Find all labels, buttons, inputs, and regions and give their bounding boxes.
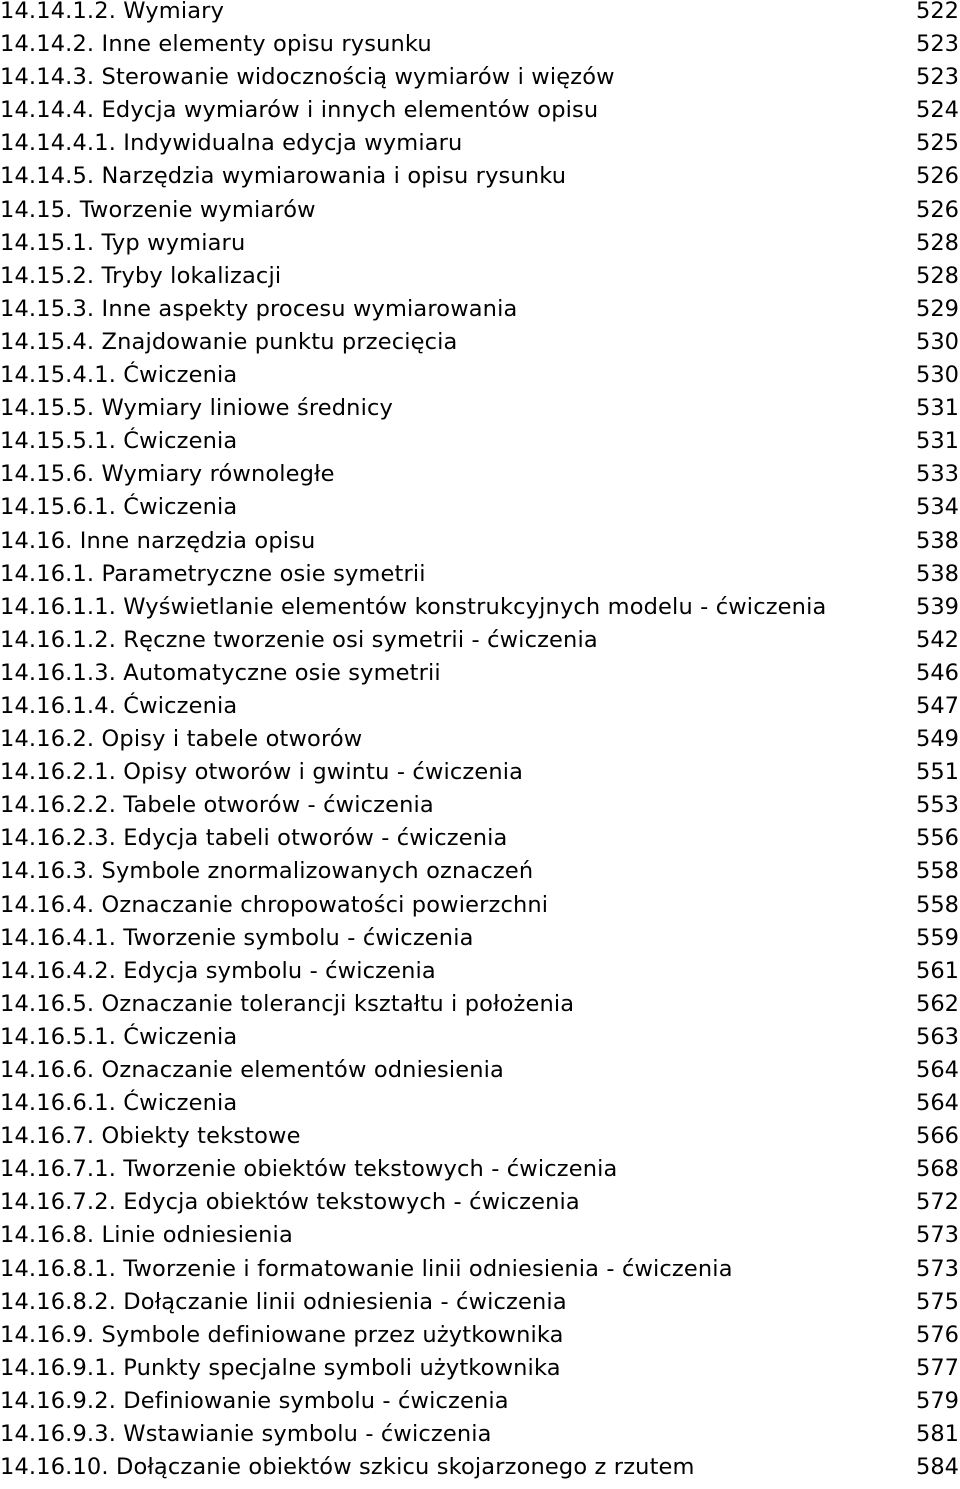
toc-entry-page-number: 534 (916, 494, 959, 521)
toc-entry-page-number: 579 (916, 1387, 959, 1414)
toc-entry (0, 66, 960, 99)
toc-entry (0, 924, 960, 960)
toc-entry-page-number: 531 (916, 428, 959, 455)
toc-entry (0, 1158, 960, 1191)
toc-entry (0, 1387, 960, 1423)
toc-entry (0, 527, 960, 563)
toc-entry (0, 33, 960, 66)
toc-entry-title: 14.15.4. Znajdowanie punktu przecięcia (0, 328, 458, 355)
toc-entry-title: 14.16.1.2. Ręczne tworzenie osi symetrii - ćwiczenia (0, 626, 598, 653)
toc-entry (0, 860, 960, 893)
toc-entry-title: 14.14.5. Narzędzia wymiarowania i opisu rysunku (0, 163, 567, 190)
toc-entry-title: 14.16.1. Parametryczne osie symetrii (0, 560, 426, 587)
toc-entry-page-number: 562 (916, 990, 959, 1017)
toc-entry-title: 14.16.8.1. Tworzenie i formatowanie linii odniesienia - ćwiczenia (0, 1255, 733, 1282)
toc-entry (0, 761, 960, 794)
toc-entry-title: 14.16.6.1. Ćwiczenia (0, 1090, 238, 1117)
toc-entry (0, 1023, 960, 1059)
toc-entry (0, 891, 960, 927)
toc-entry (0, 262, 960, 298)
toc-entry-title: 14.16. Inne narzędzia opisu (0, 527, 316, 554)
toc-entry-title: 14.16.9.1. Punkty specjalne symboli użytkownika (0, 1354, 561, 1381)
toc-entry (0, 1191, 960, 1224)
toc-entry-title: 14.16.3. Symbole znormalizowanych oznaczeń (0, 858, 534, 885)
toc-entry-title: 14.16.5. Oznaczanie tolerancji kształtu i położenia (0, 990, 575, 1017)
toc-entry-page-number: 522 (916, 0, 959, 24)
toc-entry (0, 99, 960, 132)
toc-entry-title: 14.16.9.2. Definiowanie symbolu - ćwiczenia (0, 1387, 509, 1414)
toc-entry (0, 827, 960, 860)
toc-entry-title: 14.15.6. Wymiary równoległe (0, 461, 335, 488)
toc-entry-page-number: 561 (916, 957, 959, 984)
toc-entry-title: 14.15.5.1. Ćwiczenia (0, 428, 238, 455)
toc-entry (0, 626, 960, 662)
toc-entry (0, 430, 960, 463)
toc-entry-page-number: 530 (916, 362, 959, 389)
toc-entry-page-number: 531 (916, 395, 959, 422)
toc-entry-title: 14.16.10. Dołączanie obiektów szkicu skojarzonego z rzutem (0, 1454, 695, 1481)
toc-entry-title: 14.16.1.1. Wyświetlanie elementów konstrukcyjnych modelu - ćwiczenia (0, 593, 827, 620)
toc-entry-page-number: 524 (916, 97, 959, 124)
toc-entry-title: 14.15. Tworzenie wymiarów (0, 196, 316, 223)
toc-entry (0, 990, 960, 1026)
toc-entry-page-number: 564 (916, 1090, 959, 1117)
toc-entry (0, 1092, 960, 1125)
toc-entry-page-number: 551 (916, 759, 959, 786)
toc-entry-title: 14.16.7.1. Tworzenie obiektów tekstowych - ćwiczenia (0, 1156, 618, 1183)
toc-entry-page-number: 573 (916, 1255, 959, 1282)
toc-entry (0, 328, 960, 364)
toc-entry-page-number: 559 (916, 924, 959, 951)
toc-entry-page-number: 568 (916, 1156, 959, 1183)
toc-entry-title: 14.14.3. Sterowanie widocznością wymiarów i więzów (0, 64, 615, 91)
toc-entry (0, 229, 960, 265)
toc-entry-title: 14.15.4.1. Ćwiczenia (0, 362, 238, 389)
toc-entry-page-number: 576 (916, 1321, 959, 1348)
toc-entry-page-number: 526 (916, 163, 959, 190)
toc-entry-page-number: 564 (916, 1057, 959, 1083)
toc-entry-title: 14.15.3. Inne aspekty procesu wymiarowania (0, 295, 518, 322)
toc-entry-page-number: 584 (916, 1454, 959, 1481)
toc-entry (0, 397, 960, 430)
toc-entry (0, 593, 960, 629)
toc-entry (0, 1288, 960, 1324)
toc-entry-title: 14.14.4.1. Indywidualna edycja wymiaru (0, 130, 463, 157)
toc-entry (0, 364, 960, 397)
toc-entry (0, 560, 960, 596)
toc-entry-page-number: 528 (916, 262, 959, 289)
toc-entry (0, 0, 960, 33)
toc-entry (0, 659, 960, 695)
toc-entry-page-number: 581 (916, 1421, 959, 1448)
toc-entry-page-number: 549 (916, 726, 959, 753)
toc-entry-page-number: 553 (916, 792, 959, 819)
toc-entry (0, 496, 960, 529)
toc-entry-title: 14.16.2.2. Tabele otworów - ćwiczenia (0, 792, 434, 819)
toc-entry (0, 132, 960, 165)
toc-entry-page-number: 547 (916, 692, 959, 719)
toc-entry-page-number: 528 (916, 229, 959, 256)
toc-entry (0, 1255, 960, 1291)
toc-entry-title: 14.15.1. Typ wymiaru (0, 229, 246, 256)
toc-entry (0, 463, 960, 496)
toc-entry-title: 14.16.4.2. Edycja symbolu - ćwiczenia (0, 957, 436, 984)
toc-entry-page-number: 538 (916, 527, 959, 554)
toc-entry-page-number: 556 (916, 825, 959, 852)
toc-entry-title: 14.16.2. Opisy i tabele otworów (0, 726, 363, 753)
toc-entry-page-number: 546 (916, 659, 959, 686)
toc-entry (0, 1224, 960, 1257)
toc-entry-page-number: 526 (916, 196, 959, 223)
toc-entry-page-number: 538 (916, 560, 959, 587)
toc-entry (0, 1125, 960, 1158)
toc-entry-title: 14.16.6. Oznaczanie elementów odniesienia (0, 1057, 504, 1083)
toc-entry-page-number: 558 (916, 891, 959, 918)
toc-entry-title: 14.15.2. Tryby lokalizacji (0, 262, 282, 289)
toc-entry (0, 957, 960, 993)
toc-entry-page-number: 542 (916, 626, 959, 653)
toc-entry-page-number: 575 (916, 1288, 959, 1315)
toc-entry-page-number: 577 (916, 1354, 959, 1381)
toc-entry (0, 728, 960, 761)
toc-entry-title: 14.16.9. Symbole definiowane przez użytkownika (0, 1321, 564, 1348)
toc-entry-title: 14.16.8.2. Dołączanie linii odniesienia - ćwiczenia (0, 1288, 567, 1315)
toc-entry-title: 14.14.2. Inne elementy opisu rysunku (0, 31, 432, 58)
toc-entry-title: 14.16.5.1. Ćwiczenia (0, 1023, 238, 1050)
toc-entry (0, 692, 960, 728)
toc-entry-page-number: 523 (916, 31, 959, 58)
toc-entry-page-number: 572 (916, 1189, 959, 1216)
toc-entry-title: 14.16.9.3. Wstawianie symbolu - ćwiczenia (0, 1421, 492, 1448)
toc-entry (0, 1059, 960, 1092)
toc-entry-title: 14.16.7.2. Edycja obiektów tekstowych - ćwiczenia (0, 1189, 580, 1216)
toc-entry (0, 1423, 960, 1456)
toc-entry-title: 14.16.8. Linie odniesienia (0, 1222, 293, 1249)
toc-entry-page-number: 558 (916, 858, 959, 885)
toc-entry (0, 196, 960, 232)
toc-entry (0, 1321, 960, 1357)
toc-entry-title: 14.16.1.3. Automatyczne osie symetrii (0, 659, 441, 686)
toc-entry-title: 14.15.6.1. Ćwiczenia (0, 494, 238, 521)
toc-entry-title: 14.16.2.3. Edycja tabeli otworów - ćwiczenia (0, 825, 508, 852)
toc-entry-title: 14.15.5. Wymiary liniowe średnicy (0, 395, 393, 422)
toc-entry-title: 14.14.4. Edycja wymiarów i innych elementów opisu (0, 97, 599, 124)
toc-entry (0, 1456, 960, 1489)
toc-entry-title: 14.16.1.4. Ćwiczenia (0, 692, 238, 719)
toc-entry-page-number: 566 (916, 1123, 959, 1150)
toc-entry-page-number: 533 (916, 461, 959, 488)
toc-entry-title: 14.16.4.1. Tworzenie symbolu - ćwiczenia (0, 924, 474, 951)
toc-entry-title: 14.14.1.2. Wymiary (0, 0, 225, 24)
toc-entry-page-number: 523 (916, 64, 959, 91)
toc-entry (0, 165, 960, 198)
toc-entry (0, 1354, 960, 1390)
toc-entry-title: 14.16.7. Obiekty tekstowe (0, 1123, 301, 1150)
toc-entry-page-number: 530 (916, 328, 959, 355)
toc-entry-page-number: 563 (916, 1023, 959, 1050)
toc-entry-page-number: 539 (916, 593, 959, 620)
toc-entry-title: 14.16.4. Oznaczanie chropowatości powierzchni (0, 891, 549, 918)
toc-entry-page-number: 573 (916, 1222, 959, 1249)
toc-entry (0, 794, 960, 827)
toc-entry-page-number: 529 (916, 295, 959, 322)
toc-entry-page-number: 525 (916, 130, 959, 157)
toc-entry (0, 295, 960, 331)
toc-entry-title: 14.16.2.1. Opisy otworów i gwintu - ćwiczenia (0, 759, 524, 786)
